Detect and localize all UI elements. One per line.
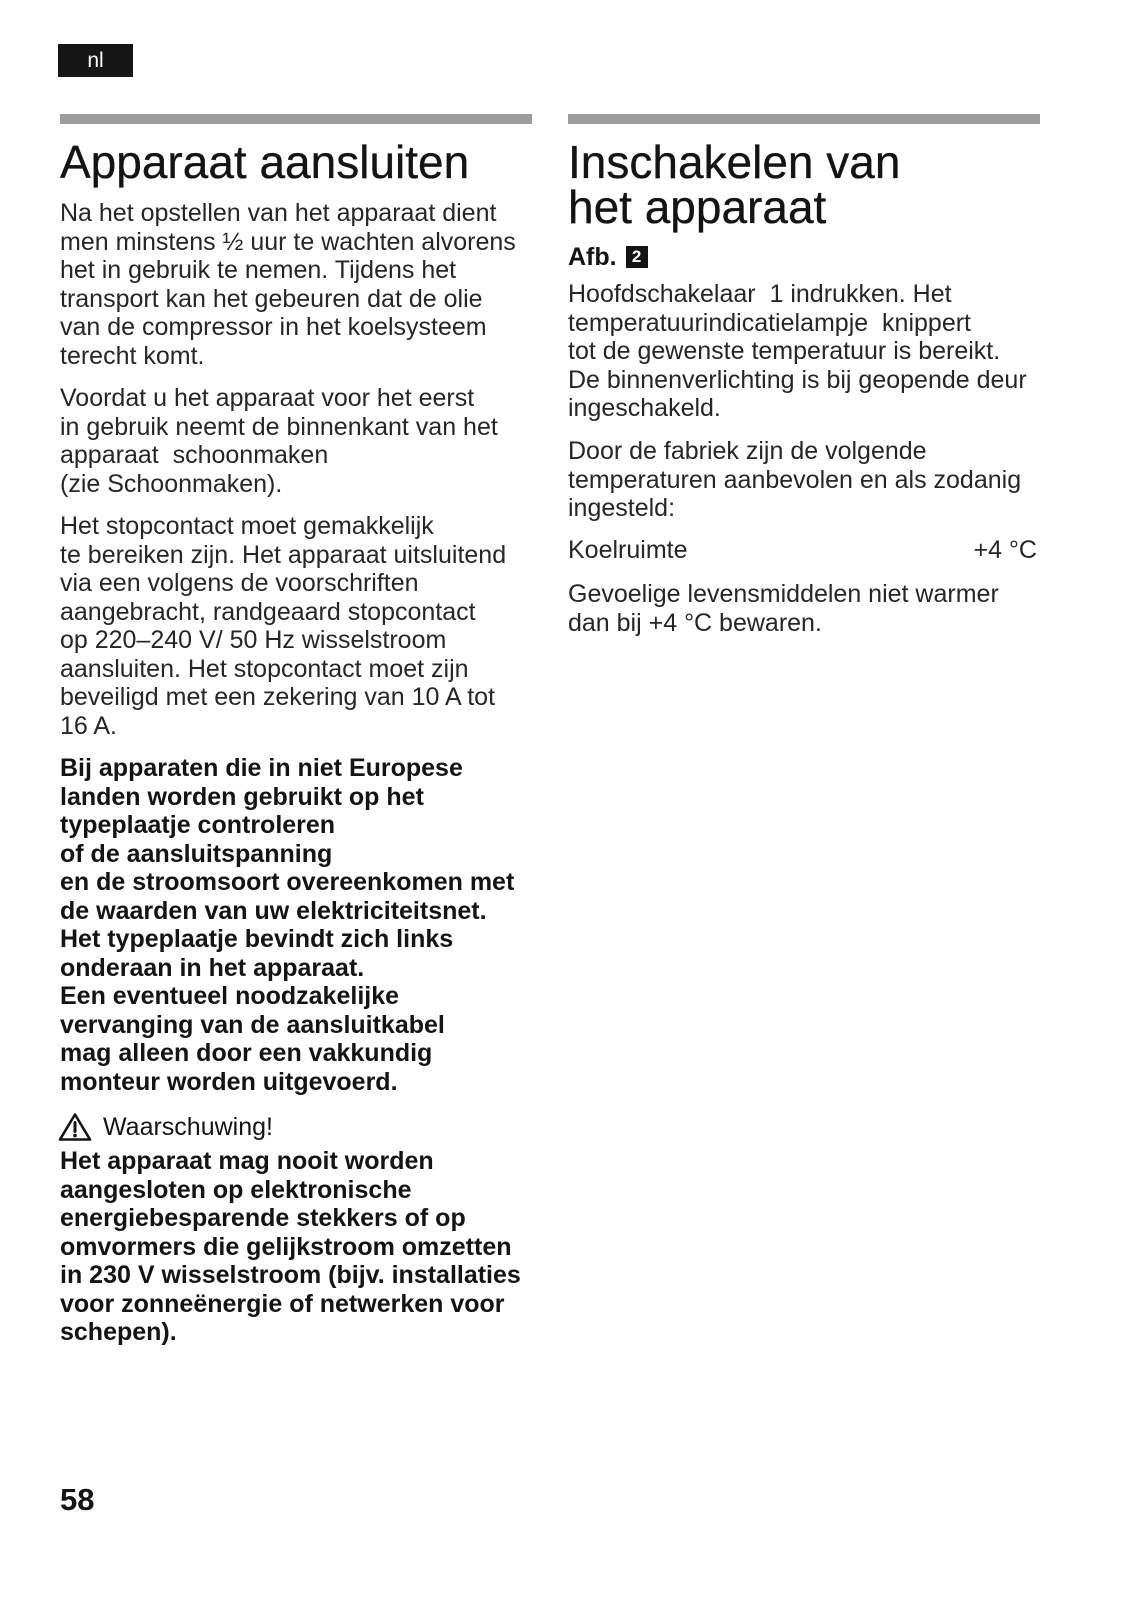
text-line: ingeschakeld. — [568, 394, 721, 422]
text-line: het in gebruik te nemen. Tijdens het — [60, 256, 457, 284]
text-line: voor zonneënergie of netwerken voor — [60, 1289, 505, 1318]
warning-text — [60, 1147, 532, 1347]
text-line: van de compressor in het koelsysteem — [60, 313, 487, 341]
text-line: tot de gewenste temperatuur is bereikt. — [568, 337, 1001, 365]
text-line: op 220–240 V/ 50 Hz wisselstroom — [60, 626, 447, 654]
paragraph-main-switch — [568, 280, 1040, 423]
text-line: in gebruik neemt de binnenkant van het — [60, 412, 498, 441]
paragraph-storage-advice — [568, 580, 1040, 637]
text-line: vervanging van de aansluitkabel — [60, 1010, 445, 1039]
paragraph-socket-requirements — [60, 512, 532, 740]
text-line: Voordat u het apparaat voor het eerst — [60, 384, 475, 412]
text-line: schepen). — [60, 1318, 177, 1346]
compartment-label: Koelruimte — [568, 536, 688, 564]
text-line: aangesloten op elektronische — [60, 1175, 412, 1204]
text-line: via een volgens de voorschriften — [60, 569, 419, 597]
connect-appliance-title: Apparaat aansluiten — [60, 136, 470, 188]
page-number: 58 — [60, 1482, 95, 1517]
text-line: Na het opstellen van het apparaat dient — [60, 199, 497, 227]
section-divider-right — [568, 114, 1040, 124]
warning-triangle-icon — [58, 1112, 92, 1142]
text-line: terecht komt. — [60, 341, 205, 370]
text-line: aansluiten. Het stopcontact moet zijn — [60, 654, 469, 683]
right-column — [568, 0, 1040, 1600]
text-line: energiebesparende stekkers of op — [60, 1204, 466, 1232]
section-divider-left — [60, 114, 532, 124]
text-line: dan bij +4 °C bewaren. — [568, 608, 822, 637]
paragraph-wait-before-use — [60, 199, 532, 370]
left-column — [60, 0, 532, 1600]
figure-number-badge: 2 — [626, 246, 648, 268]
text-line: en de stroomsoort overeenkomen met — [60, 868, 515, 896]
text-line: typeplaatje controleren — [60, 811, 336, 839]
warning-header — [58, 1113, 273, 1142]
notice-non-european-countries — [60, 754, 532, 1096]
temperature-setting-row — [568, 536, 1040, 565]
text-line: Hoofdschakelaar 1 indrukken. Het — [568, 280, 952, 308]
text-line: in 230 V wisselstroom (bijv. installaties — [60, 1261, 521, 1289]
text-line: de waarden van uw elektriciteitsnet. — [60, 896, 487, 925]
temperature-value: +4 °C — [973, 536, 1037, 564]
text-line: omvormers die gelijkstroom omzetten — [60, 1232, 512, 1261]
text-line: Het typeplaatje bevindt zich links — [60, 925, 454, 953]
text-line: aangebracht, randgeaard stopcontact — [60, 597, 476, 626]
title-line: Inschakelen van — [568, 136, 901, 188]
text-line: apparaat schoonmaken — [60, 441, 329, 469]
warning-label: Waarschuwing! — [103, 1113, 273, 1141]
paragraph-clean-before-use — [60, 384, 532, 498]
text-line: (zie Schoonmaken). — [60, 469, 283, 498]
text-line: 16 A. — [60, 711, 117, 740]
text-line: Het apparaat mag nooit worden — [60, 1147, 434, 1175]
text-line: temperaturen aanbevolen en als zodanig — [568, 465, 1022, 494]
text-line: onderaan in het apparaat. — [60, 953, 365, 982]
paragraph-factory-settings — [568, 437, 1040, 523]
language-tag: nl — [58, 44, 133, 77]
text-line: Gevoelige levensmiddelen niet warmer — [568, 580, 999, 608]
switch-on-title — [568, 136, 1040, 233]
text-line: Het stopcontact moet gemakkelijk — [60, 512, 434, 540]
title-line: het apparaat — [568, 181, 827, 233]
text-line: ingesteld: — [568, 494, 676, 522]
figure-label: Afb. — [568, 243, 617, 271]
text-line: transport kan het gebeuren dat de olie — [60, 284, 483, 313]
text-line: temperatuurindicatielampje knippert — [568, 308, 971, 337]
text-line: te bereiken zijn. Het apparaat uitsluitend — [60, 540, 507, 569]
text-line: of de aansluitspanning — [60, 839, 333, 868]
text-line: Een eventueel noodzakelijke — [60, 982, 400, 1010]
text-line: Door de fabriek zijn de volgende — [568, 437, 927, 465]
text-line: landen worden gebruikt op het — [60, 782, 424, 811]
text-line: men minstens ½ uur te wachten alvorens — [60, 227, 516, 256]
text-line: beveiligd met een zekering van 10 A tot — [60, 683, 496, 711]
text-line: Bij apparaten die in niet Europese — [60, 754, 463, 782]
figure-reference — [568, 243, 648, 272]
text-line: mag alleen door een vakkundig — [60, 1039, 433, 1067]
text-line: monteur worden uitgevoerd. — [60, 1067, 398, 1096]
text-line: De binnenverlichting is bij geopende deur — [568, 365, 1027, 394]
